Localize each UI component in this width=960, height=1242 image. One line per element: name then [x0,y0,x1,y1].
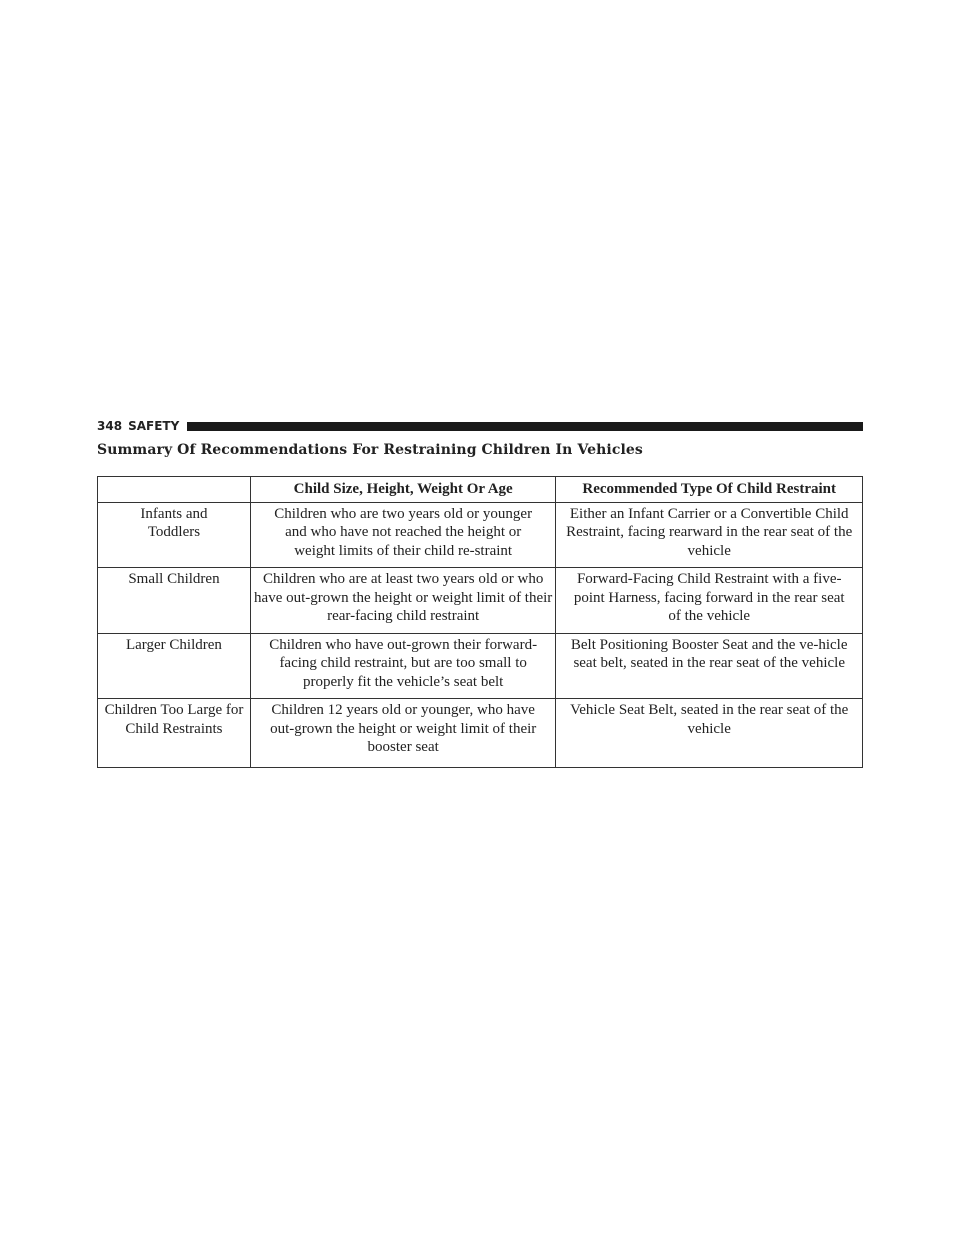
restraint-summary-table [97,476,863,768]
cell-restraint: Forward-Facing Child Restraint with a five-point Harness, facing forward in the rear seat of the vehicle [556,568,863,634]
table-row [98,568,863,634]
cell-restraint: Belt Positioning Booster Seat and the ve-hicle seat belt, seated in the rear seat of the vehicle [556,633,863,699]
column-header-restraint: Recommended Type Of Child Restraint [556,477,863,503]
cell-group: Small Children [98,568,251,634]
cell-size: Children 12 years old or younger, who have out-grown the height or weight limit of their booster seat [250,699,556,768]
cell-group: Children Too Large for Child Restraints [98,699,251,768]
page-title: Summary Of Recommendations For Restraining Children In Vehicles [97,442,643,458]
column-header-group [98,477,251,503]
cell-size: Children who are two years old or younger and who have not reached the height or weight limits of their child re-straint [250,502,556,568]
column-header-size: Child Size, Height, Weight Or Age [250,477,556,503]
table-row [98,502,863,568]
cell-group: Infants and Toddlers [98,502,251,568]
cell-group: Larger Children [98,633,251,699]
page-header [97,419,863,433]
page-number: 348 [97,419,123,433]
table-row [98,633,863,699]
cell-size: Children who have out-grown their forward-facing child restraint, but are too small to properly fit the vehicle’s seat belt [250,633,556,699]
cell-restraint: Vehicle Seat Belt, seated in the rear seat of the vehicle [556,699,863,768]
table-row [98,699,863,768]
cell-restraint: Either an Infant Carrier or a Convertible Child Restraint, facing rearward in the rear seat of the vehicle [556,502,863,568]
cell-size: Children who are at least two years old or who have out-grown the height or weight limit of their rear-facing child restraint [250,568,556,634]
section-name: SAFETY [128,419,180,433]
header-rule [187,422,863,431]
table-header-row [98,477,863,503]
